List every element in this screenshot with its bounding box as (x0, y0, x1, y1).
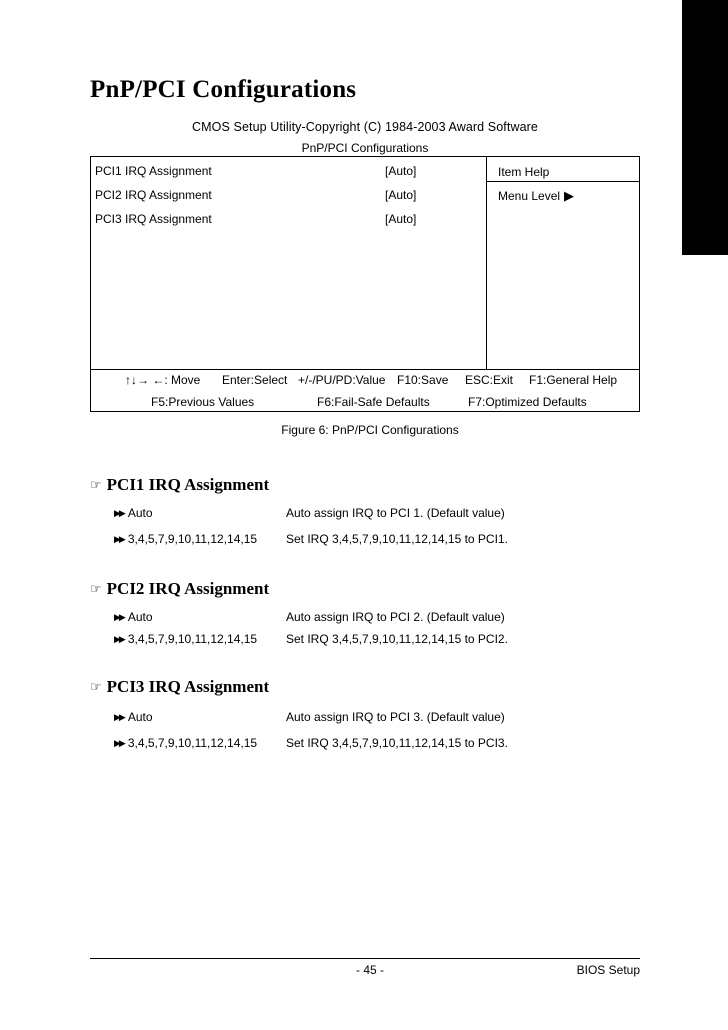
option-label (114, 734, 257, 752)
bios-item-name: PCI2 IRQ Assignment (95, 188, 212, 202)
option-description: Set IRQ 3,4,5,7,9,10,11,12,14,15 to PCI3. (286, 736, 508, 750)
page-title: PnP/PCI Configurations (90, 76, 357, 103)
menu-level-label: Menu Level (498, 189, 561, 203)
option-label (114, 504, 153, 522)
double-arrow-icon: ▶▶ (114, 508, 124, 518)
bios-item-value: [Auto] (385, 212, 417, 226)
key-general-help: F1:General Help (529, 373, 618, 387)
item-help-title: Item Help (498, 165, 550, 179)
key-previous-values: F5:Previous Values (151, 395, 255, 409)
double-arrow-icon: ▶▶ (114, 534, 124, 544)
bios-copyright-caption: CMOS Setup Utility-Copyright (C) 1984-2003 Award Software (192, 120, 538, 134)
key-save: F10:Save (397, 373, 449, 387)
option-value: Auto (127, 710, 153, 724)
pointing-hand-icon: ☞ (90, 582, 102, 597)
double-arrow-icon: ▶▶ (114, 612, 124, 622)
option-value: 3,4,5,7,9,10,11,12,14,15 (127, 532, 258, 546)
option-label (114, 608, 153, 626)
bios-item-name: PCI1 IRQ Assignment (95, 164, 212, 178)
bios-item-name: PCI3 IRQ Assignment (95, 212, 212, 226)
option-value: Auto (127, 610, 153, 624)
double-arrow-icon: ▶▶ (114, 634, 124, 644)
key-value: +/-/PU/PD:Value (298, 373, 386, 387)
bios-screen-title: PnP/PCI Configurations (301, 141, 429, 155)
pointing-hand-icon: ☞ (90, 478, 102, 493)
bios-frame (90, 156, 640, 412)
section-title: PCI1 IRQ Assignment (106, 475, 270, 494)
key-optimized-defaults: F7:Optimized Defaults (468, 395, 587, 409)
option-label (114, 708, 153, 726)
option-label (114, 530, 257, 548)
key-select: Enter:Select (222, 373, 288, 387)
double-arrow-icon: ▶▶ (114, 712, 124, 722)
footer-rule (90, 958, 640, 959)
menu-level-indicator (498, 187, 574, 205)
section-title: PCI2 IRQ Assignment (106, 579, 270, 598)
option-value: 3,4,5,7,9,10,11,12,14,15 (127, 632, 258, 646)
option-label (114, 630, 257, 648)
menu-level-arrow-icon: ▶ (564, 188, 575, 203)
section-heading (90, 578, 269, 600)
key-move: ↑↓→ ←: Move (125, 373, 201, 387)
pointing-hand-icon: ☞ (90, 680, 102, 695)
bios-item-value: [Auto] (385, 188, 417, 202)
section-heading (90, 474, 269, 496)
help-divider (487, 181, 639, 182)
key-failsafe-defaults: F6:Fail-Safe Defaults (317, 395, 430, 409)
key-exit: ESC:Exit (465, 373, 514, 387)
bios-item-list (91, 157, 487, 369)
double-arrow-icon: ▶▶ (114, 738, 124, 748)
option-value: 3,4,5,7,9,10,11,12,14,15 (127, 736, 258, 750)
page-number: - 45 - (355, 963, 384, 977)
footer-section-name: BIOS Setup (576, 963, 640, 977)
option-value: Auto (127, 506, 153, 520)
keys-divider (91, 369, 639, 370)
option-description: Auto assign IRQ to PCI 3. (Default value) (286, 710, 505, 724)
option-description: Set IRQ 3,4,5,7,9,10,11,12,14,15 to PCI2. (286, 632, 508, 646)
chapter-tab-marker (682, 0, 728, 255)
option-description: Auto assign IRQ to PCI 1. (Default value) (286, 506, 505, 520)
section-title: PCI3 IRQ Assignment (106, 677, 270, 696)
bios-item-value: [Auto] (385, 164, 417, 178)
option-description: Set IRQ 3,4,5,7,9,10,11,12,14,15 to PCI1. (286, 532, 508, 546)
section-heading (90, 676, 269, 698)
option-description: Auto assign IRQ to PCI 2. (Default value) (286, 610, 505, 624)
figure-caption: Figure 6: PnP/PCI Configurations (281, 423, 459, 437)
